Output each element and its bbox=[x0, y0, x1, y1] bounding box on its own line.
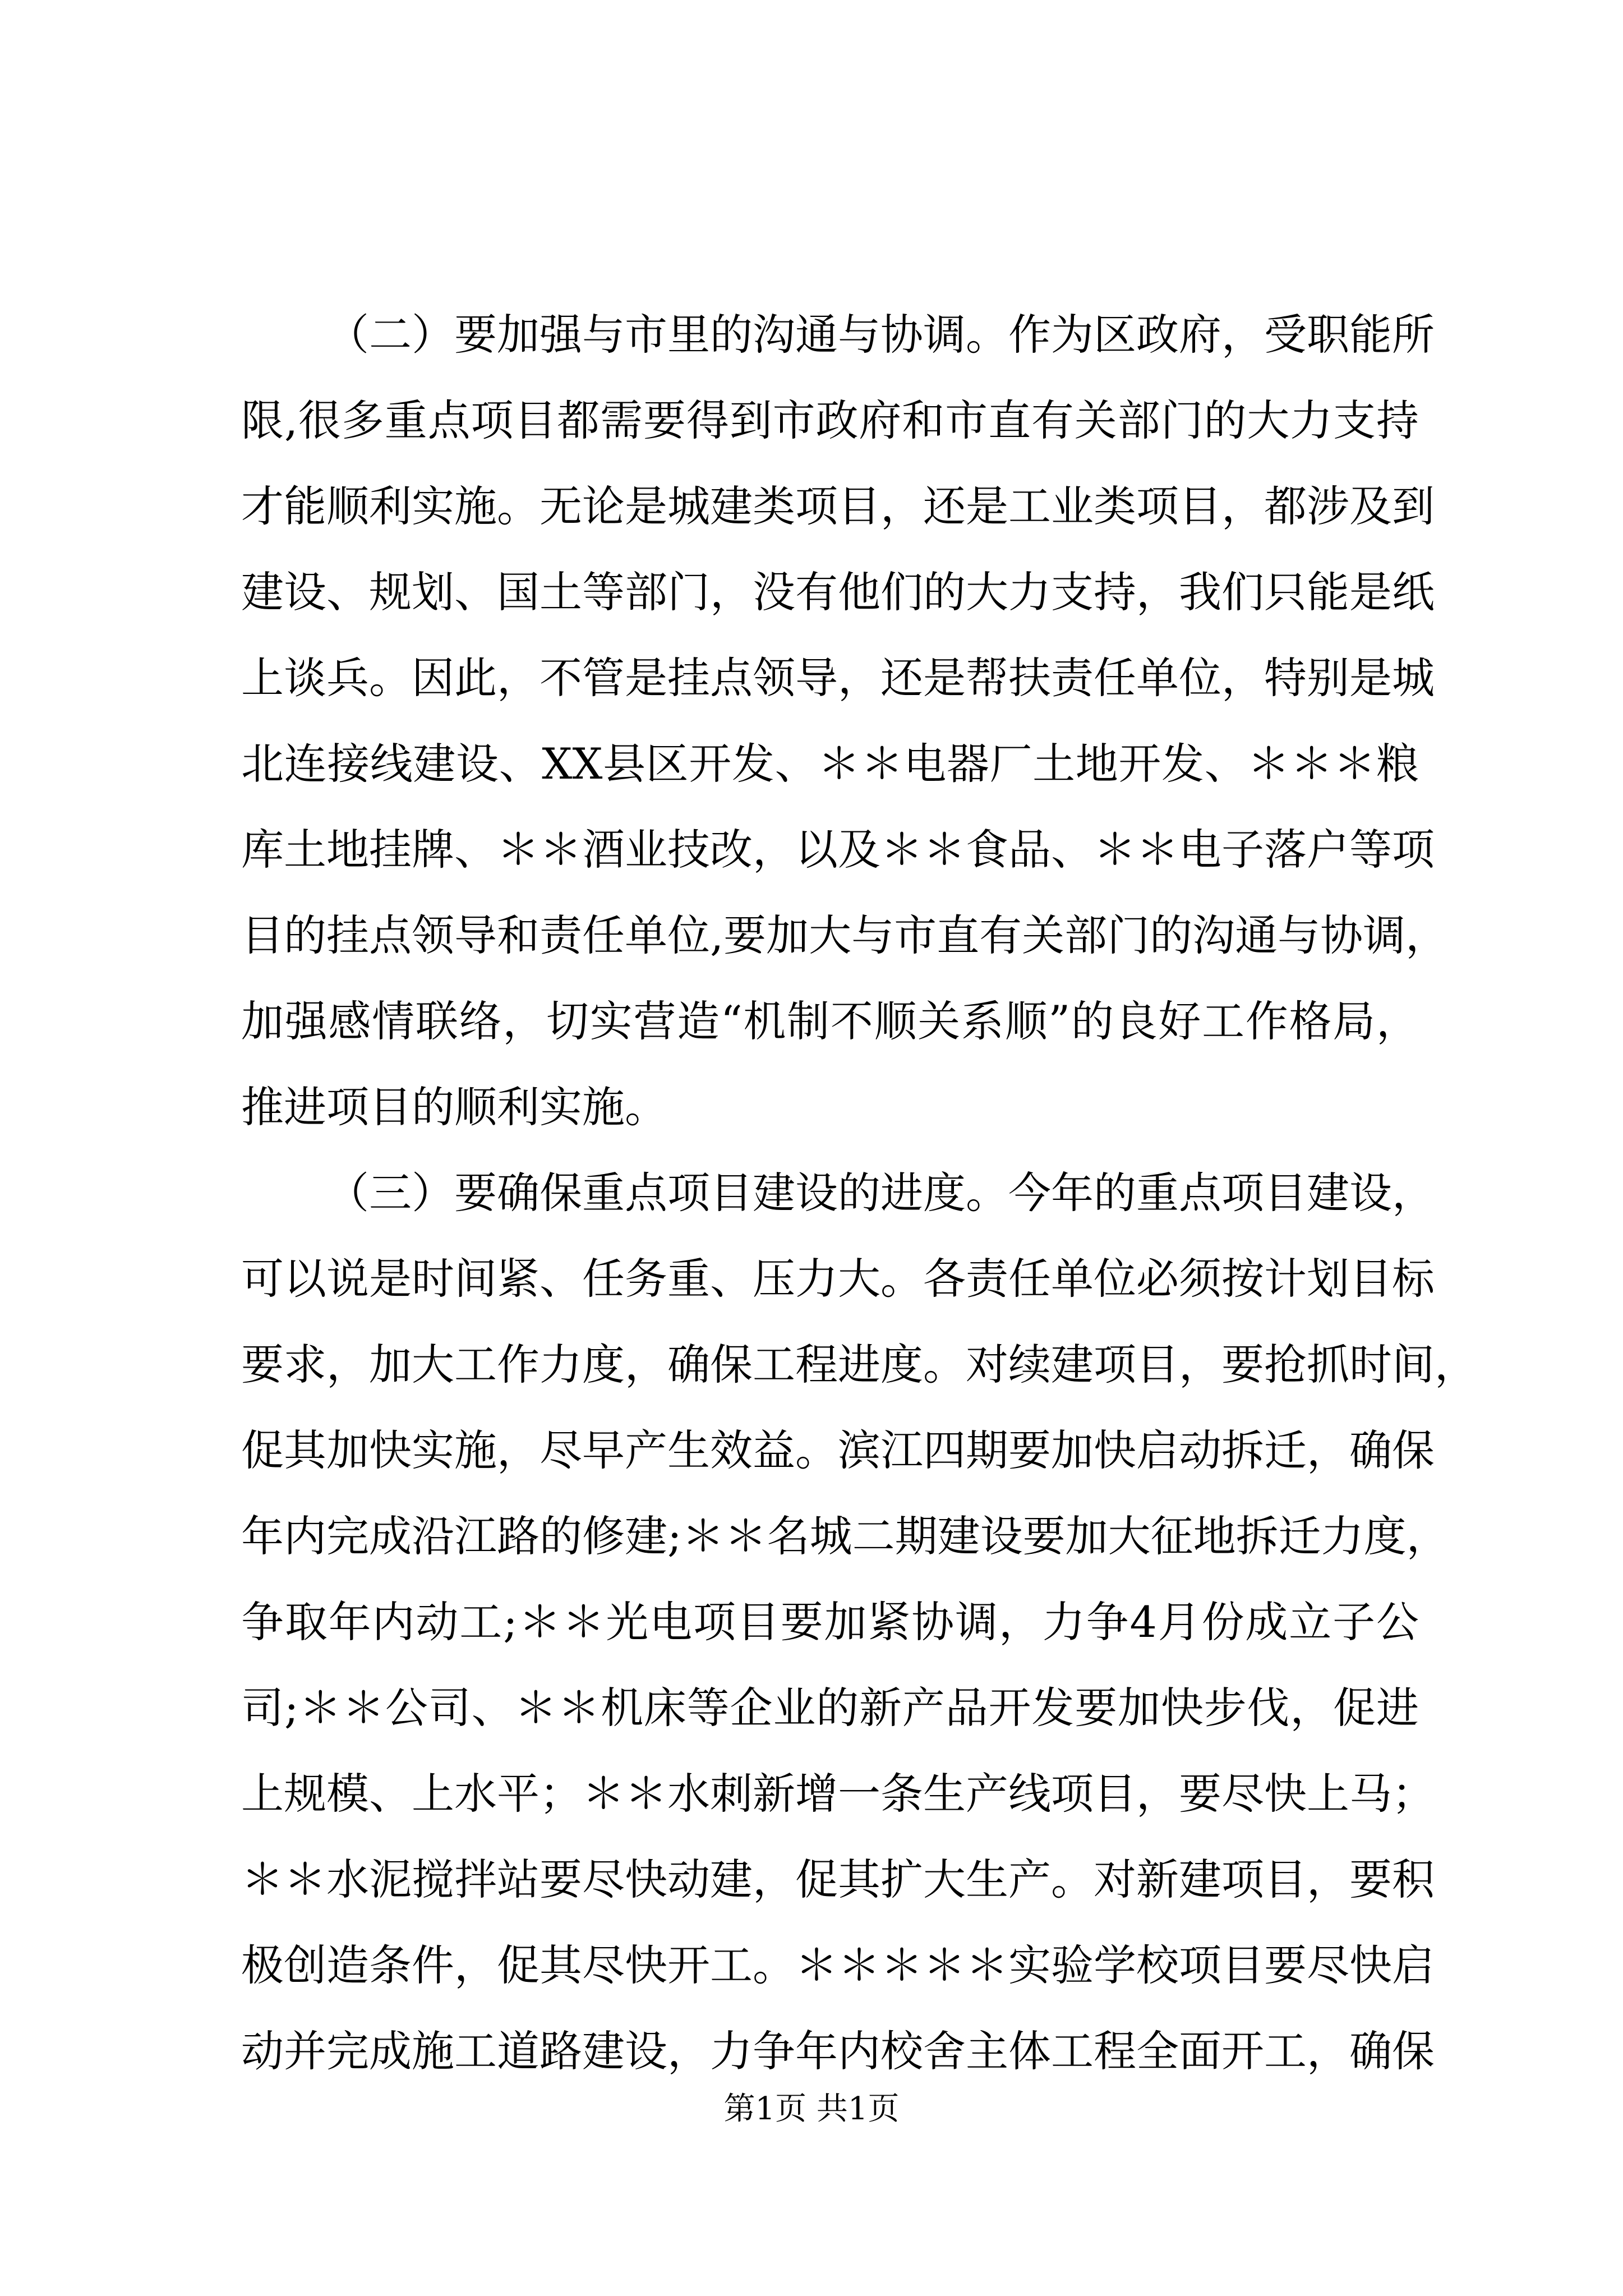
text-line: 上规模、上水平；＊＊水刺新增一条生产线项目，要尽快上马； bbox=[241, 1769, 1435, 1819]
text-line: 争取年内动工;＊＊光电项目要加紧协调，力争4月份成立子公 bbox=[241, 1597, 1419, 1647]
text-line: 北连接线建设、XX县区开发、＊＊电器厂土地开发、＊＊＊粮 bbox=[241, 739, 1419, 789]
text-line: 司;＊＊公司、＊＊机床等企业的新产品开发要加快步伐，促进 bbox=[241, 1683, 1419, 1733]
text-line: 库土地挂牌、＊＊酒业技改，以及＊＊食品、＊＊电子落户等项 bbox=[241, 825, 1435, 875]
text-line: 促其加快实施，尽早产生效益。滨江四期要加快启动拆迁，确保 bbox=[241, 1425, 1435, 1475]
text-line: 要求，加大工作力度，确保工程进度。对续建项目，要抢抓时间， bbox=[241, 1340, 1477, 1389]
text-line: 可以说是时间紧、任务重、压力大。各责任单位必须按计划目标 bbox=[241, 1254, 1435, 1304]
text-line: 限,很多重点项目都需要得到市政府和市直有关部门的大力支持 bbox=[241, 395, 1419, 445]
page-footer: 第1页 共1页 bbox=[723, 2091, 900, 2127]
text-line: 推进项目的顺利实施。 bbox=[241, 1082, 667, 1132]
text-line: 上谈兵。因此，不管是挂点领导，还是帮扶责任单位，特别是城 bbox=[241, 653, 1435, 703]
text-line: ＊＊水泥搅拌站要尽快动建，促其扩大生产。对新建项目，要积 bbox=[241, 1855, 1435, 1904]
document-body bbox=[241, 292, 1477, 2094]
text-line: 极创造条件，促其尽快开工。＊＊＊＊＊实验学校项目要尽快启 bbox=[241, 1940, 1435, 1990]
text-line: （三）要确保重点项目建设的进度。今年的重点项目建设， bbox=[326, 1168, 1435, 1218]
text-line: 加强感情联络，切实营造“机制不顺关系顺”的良好工作格局， bbox=[241, 996, 1419, 1046]
text-line: 动并完成施工道路建设，力争年内校舍主体工程全面开工，确保 bbox=[241, 2026, 1435, 2076]
text-line: 目的挂点领导和责任单位,要加大与市直有关部门的沟通与协调， bbox=[241, 910, 1449, 960]
text-line: 建设、规划、国土等部门，没有他们的大力支持，我们只能是纸 bbox=[241, 567, 1435, 617]
text-line: 年内完成沿江路的修建;＊＊名城二期建设要加大征地拆迁力度， bbox=[241, 1511, 1449, 1561]
text-line: 才能顺利实施。无论是城建类项目，还是工业类项目，都涉及到 bbox=[241, 481, 1435, 531]
text-line: （二）要加强与市里的沟通与协调。作为区政府，受职能所 bbox=[326, 310, 1435, 360]
